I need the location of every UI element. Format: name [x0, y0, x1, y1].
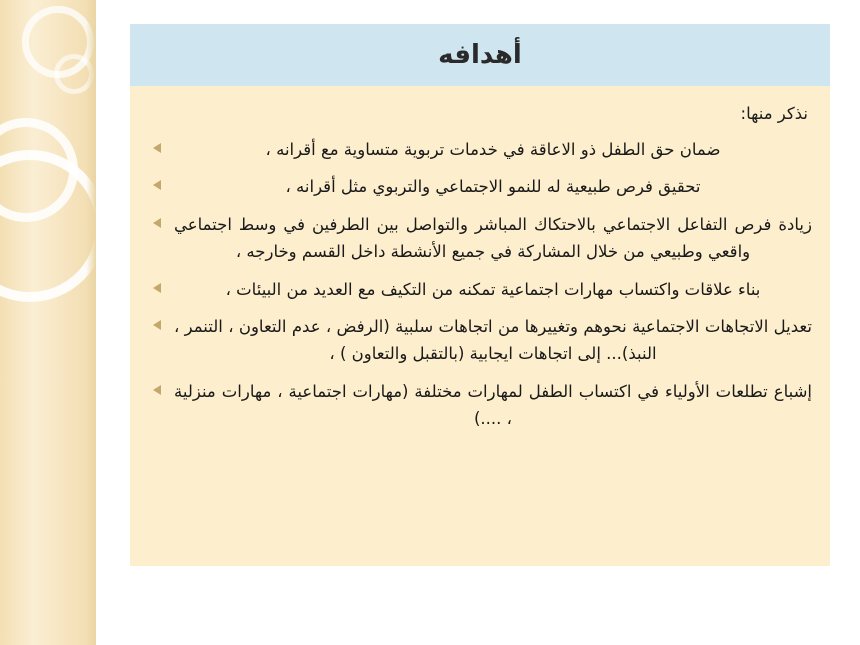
arrow-bullet-icon [150, 318, 164, 334]
intro-text: نذكر منها: [740, 104, 808, 123]
slide-body [130, 86, 830, 566]
slide-title-bar [130, 24, 830, 86]
list-item-label: إشباع تطلعات الأولياء في اكتساب الطفل لمهارات مختلفة (مهارات اجتماعية ، مهارات منزلية ، ....) [174, 381, 812, 428]
decorative-sidebar [0, 0, 96, 645]
arrow-bullet-icon [150, 281, 164, 297]
page-title: أهدافه [438, 40, 522, 70]
arrow-bullet-icon [150, 383, 164, 399]
objectives-list [148, 137, 812, 432]
list-item [148, 174, 812, 201]
list-item [148, 137, 812, 164]
arrow-bullet-icon [150, 141, 164, 157]
arrow-bullet-icon [150, 178, 164, 194]
list-item-label: تعديل الاتجاهات الاجتماعية نحوهم وتغييرها من اتجاهات سلبية (الرفض ، عدم التعاون ، التنمر ، النبذ)... إلى اتجاهات ايجابية (بالتقبل والتعاون ) ، [174, 317, 812, 364]
slide-content-card [130, 24, 830, 566]
list-item [148, 379, 812, 432]
arrow-bullet-icon [150, 216, 164, 232]
list-item [148, 212, 812, 265]
list-item-label: ضمان حق الطفل ذو الاعاقة في خدمات تربوية متساوية مع أقرانه ، [265, 139, 721, 159]
list-item-label: زيادة فرص التفاعل الاجتماعي بالاحتكاك المباشر والتواصل بين الطرفين في وسط اجتماعي واقعي وطبيعي من خلال المشاركة في جميع الأنشطة داخل القسم وخارجه ، [174, 215, 812, 261]
list-item [148, 314, 812, 367]
sidebar-edge-shadow [86, 0, 96, 645]
list-item-label: بناء علاقات واكتساب مهارات اجتماعية تمكنه من التكيف مع العديد من البيئات ، [225, 279, 761, 299]
list-item [148, 277, 812, 304]
list-item-label: تحقيق فرص طبيعية له للنمو الاجتماعي والتربوي مثل أقرانه ، [285, 177, 701, 197]
